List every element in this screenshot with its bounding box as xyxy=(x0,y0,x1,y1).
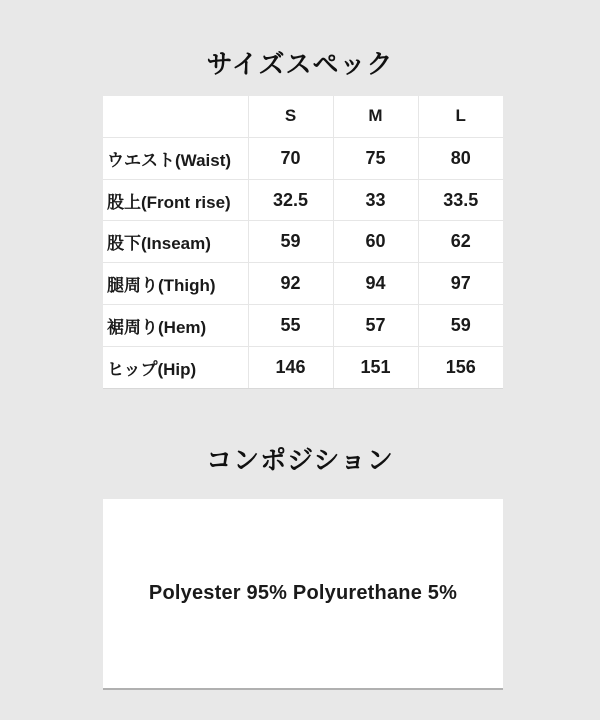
table-row-inseam xyxy=(103,221,503,263)
size-spec-header-row xyxy=(103,96,503,137)
composition-box xyxy=(103,499,503,690)
cell-hip-s: 146 xyxy=(248,347,333,388)
table-row-waist xyxy=(103,137,503,179)
cell-inseam-m: 60 xyxy=(333,221,418,263)
column-header-l: L xyxy=(418,96,503,137)
column-header-m: M xyxy=(333,96,418,137)
table-row-hip xyxy=(103,347,503,388)
cell-hem-m: 57 xyxy=(333,305,418,347)
cell-waist-s: 70 xyxy=(248,137,333,179)
cell-hip-m: 151 xyxy=(333,347,418,388)
cell-front-rise-l: 33.5 xyxy=(418,179,503,221)
cell-hem-l: 59 xyxy=(418,305,503,347)
row-label-waist: ウエスト(Waist) xyxy=(103,137,248,179)
row-label-thigh: 腿周り(Thigh) xyxy=(103,263,248,305)
cell-inseam-l: 62 xyxy=(418,221,503,263)
cell-thigh-m: 94 xyxy=(333,263,418,305)
cell-waist-m: 75 xyxy=(333,137,418,179)
column-header-s: S xyxy=(248,96,333,137)
table-row-thigh xyxy=(103,263,503,305)
size-spec-table xyxy=(103,96,503,388)
cell-inseam-s: 59 xyxy=(248,221,333,263)
size-spec-corner-cell xyxy=(103,96,248,137)
cell-thigh-l: 97 xyxy=(418,263,503,305)
cell-hip-l: 156 xyxy=(418,347,503,388)
row-label-inseam: 股下(Inseam) xyxy=(103,221,248,263)
cell-front-rise-s: 32.5 xyxy=(248,179,333,221)
size-spec-title: サイズスペック xyxy=(206,49,394,79)
cell-front-rise-m: 33 xyxy=(333,179,418,221)
cell-waist-l: 80 xyxy=(418,137,503,179)
cell-hem-s: 55 xyxy=(248,305,333,347)
cell-thigh-s: 92 xyxy=(248,263,333,305)
row-label-hem: 裾周り(Hem) xyxy=(103,305,248,347)
row-label-hip: ヒップ(Hip) xyxy=(103,347,248,388)
table-row-front-rise xyxy=(103,179,503,221)
table-row-hem xyxy=(103,305,503,347)
composition-title: コンポジション xyxy=(206,445,394,475)
composition-text: Polyester 95% Polyurethane 5% xyxy=(148,582,458,604)
row-label-front-rise: 股上(Front rise) xyxy=(103,179,248,221)
